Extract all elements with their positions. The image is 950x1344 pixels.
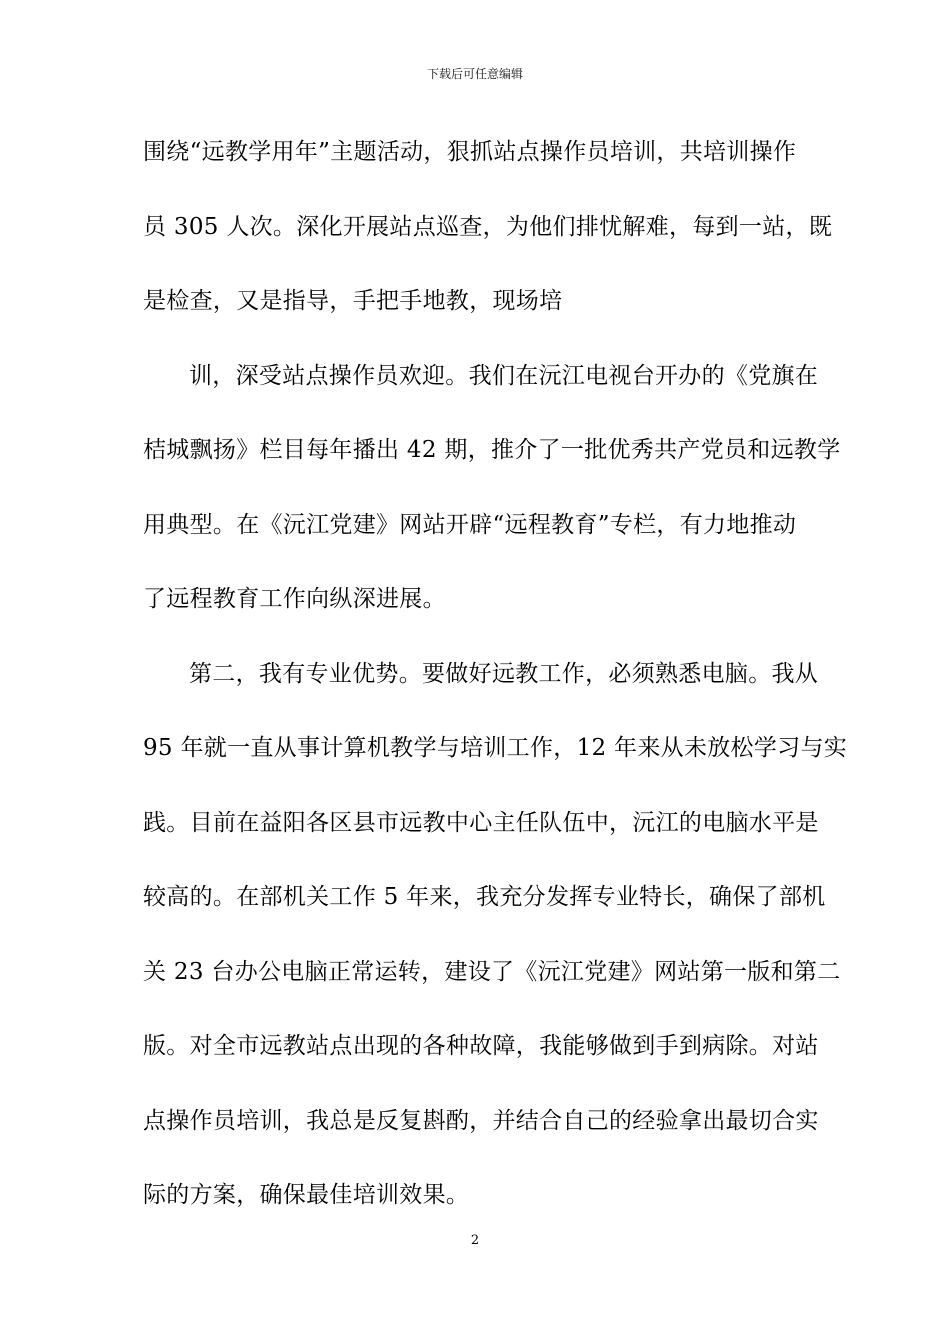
page-header: 下载后可任意编辑 [426, 67, 523, 81]
document-body [143, 129, 848, 1247]
text-line-5: 桔城飘扬》栏目每年播出 42 期，推介了一批优秀共产党员和远教学 [143, 437, 841, 463]
text-line-2: 员 305 人次。深化开展站点巡查，为他们排忧解难，每到一站，既 [143, 213, 833, 240]
text-line-13: 版。对全市远教站点出现的各种故障，我能够做到手到病除。对站 [143, 1033, 819, 1059]
text-line-11: 较高的。在部机关工作 5 年来，我充分发挥专业特长，确保了部机 [143, 884, 826, 910]
page-number: 2 [470, 1233, 480, 1248]
text-line-4: 训，深受站点操作员欢迎。我们在沅江电视台开办的《党旗在 [189, 362, 819, 389]
text-line-9: 95 年就一直从事计算机教学与培训工作，12 年来从未放松学习与实 [143, 735, 848, 761]
text-line-7: 了远程教育工作向纵深进展。 [143, 586, 446, 612]
text-line-15: 际的方案，确保最佳培训效果。 [143, 1182, 470, 1208]
text-line-6: 用典型。在《沅江党建》网站开辟“远程教育”专栏，有力地推动 [143, 511, 797, 538]
text-line-3: 是检查，又是指导，手把手地教，现场培 [143, 288, 563, 314]
text-line-1: 围绕“远教学用年”主题活动，狠抓站点操作员培训，共培训操作 [143, 139, 797, 165]
text-line-12: 关 23 台办公电脑正常运转，建设了《沅江党建》网站第一版和第二 [143, 958, 841, 985]
text-line-10: 践。目前在益阳各区县市远教中心主任队伍中，沅江的电脑水平是 [143, 809, 819, 836]
text-line-14: 点操作员培训，我总是反复斟酌，并结合自己的经验拿出最切合实 [143, 1107, 819, 1134]
text-line-8: 第二，我有专业优势。要做好远教工作，必须熟悉电脑。我从 [189, 660, 819, 687]
